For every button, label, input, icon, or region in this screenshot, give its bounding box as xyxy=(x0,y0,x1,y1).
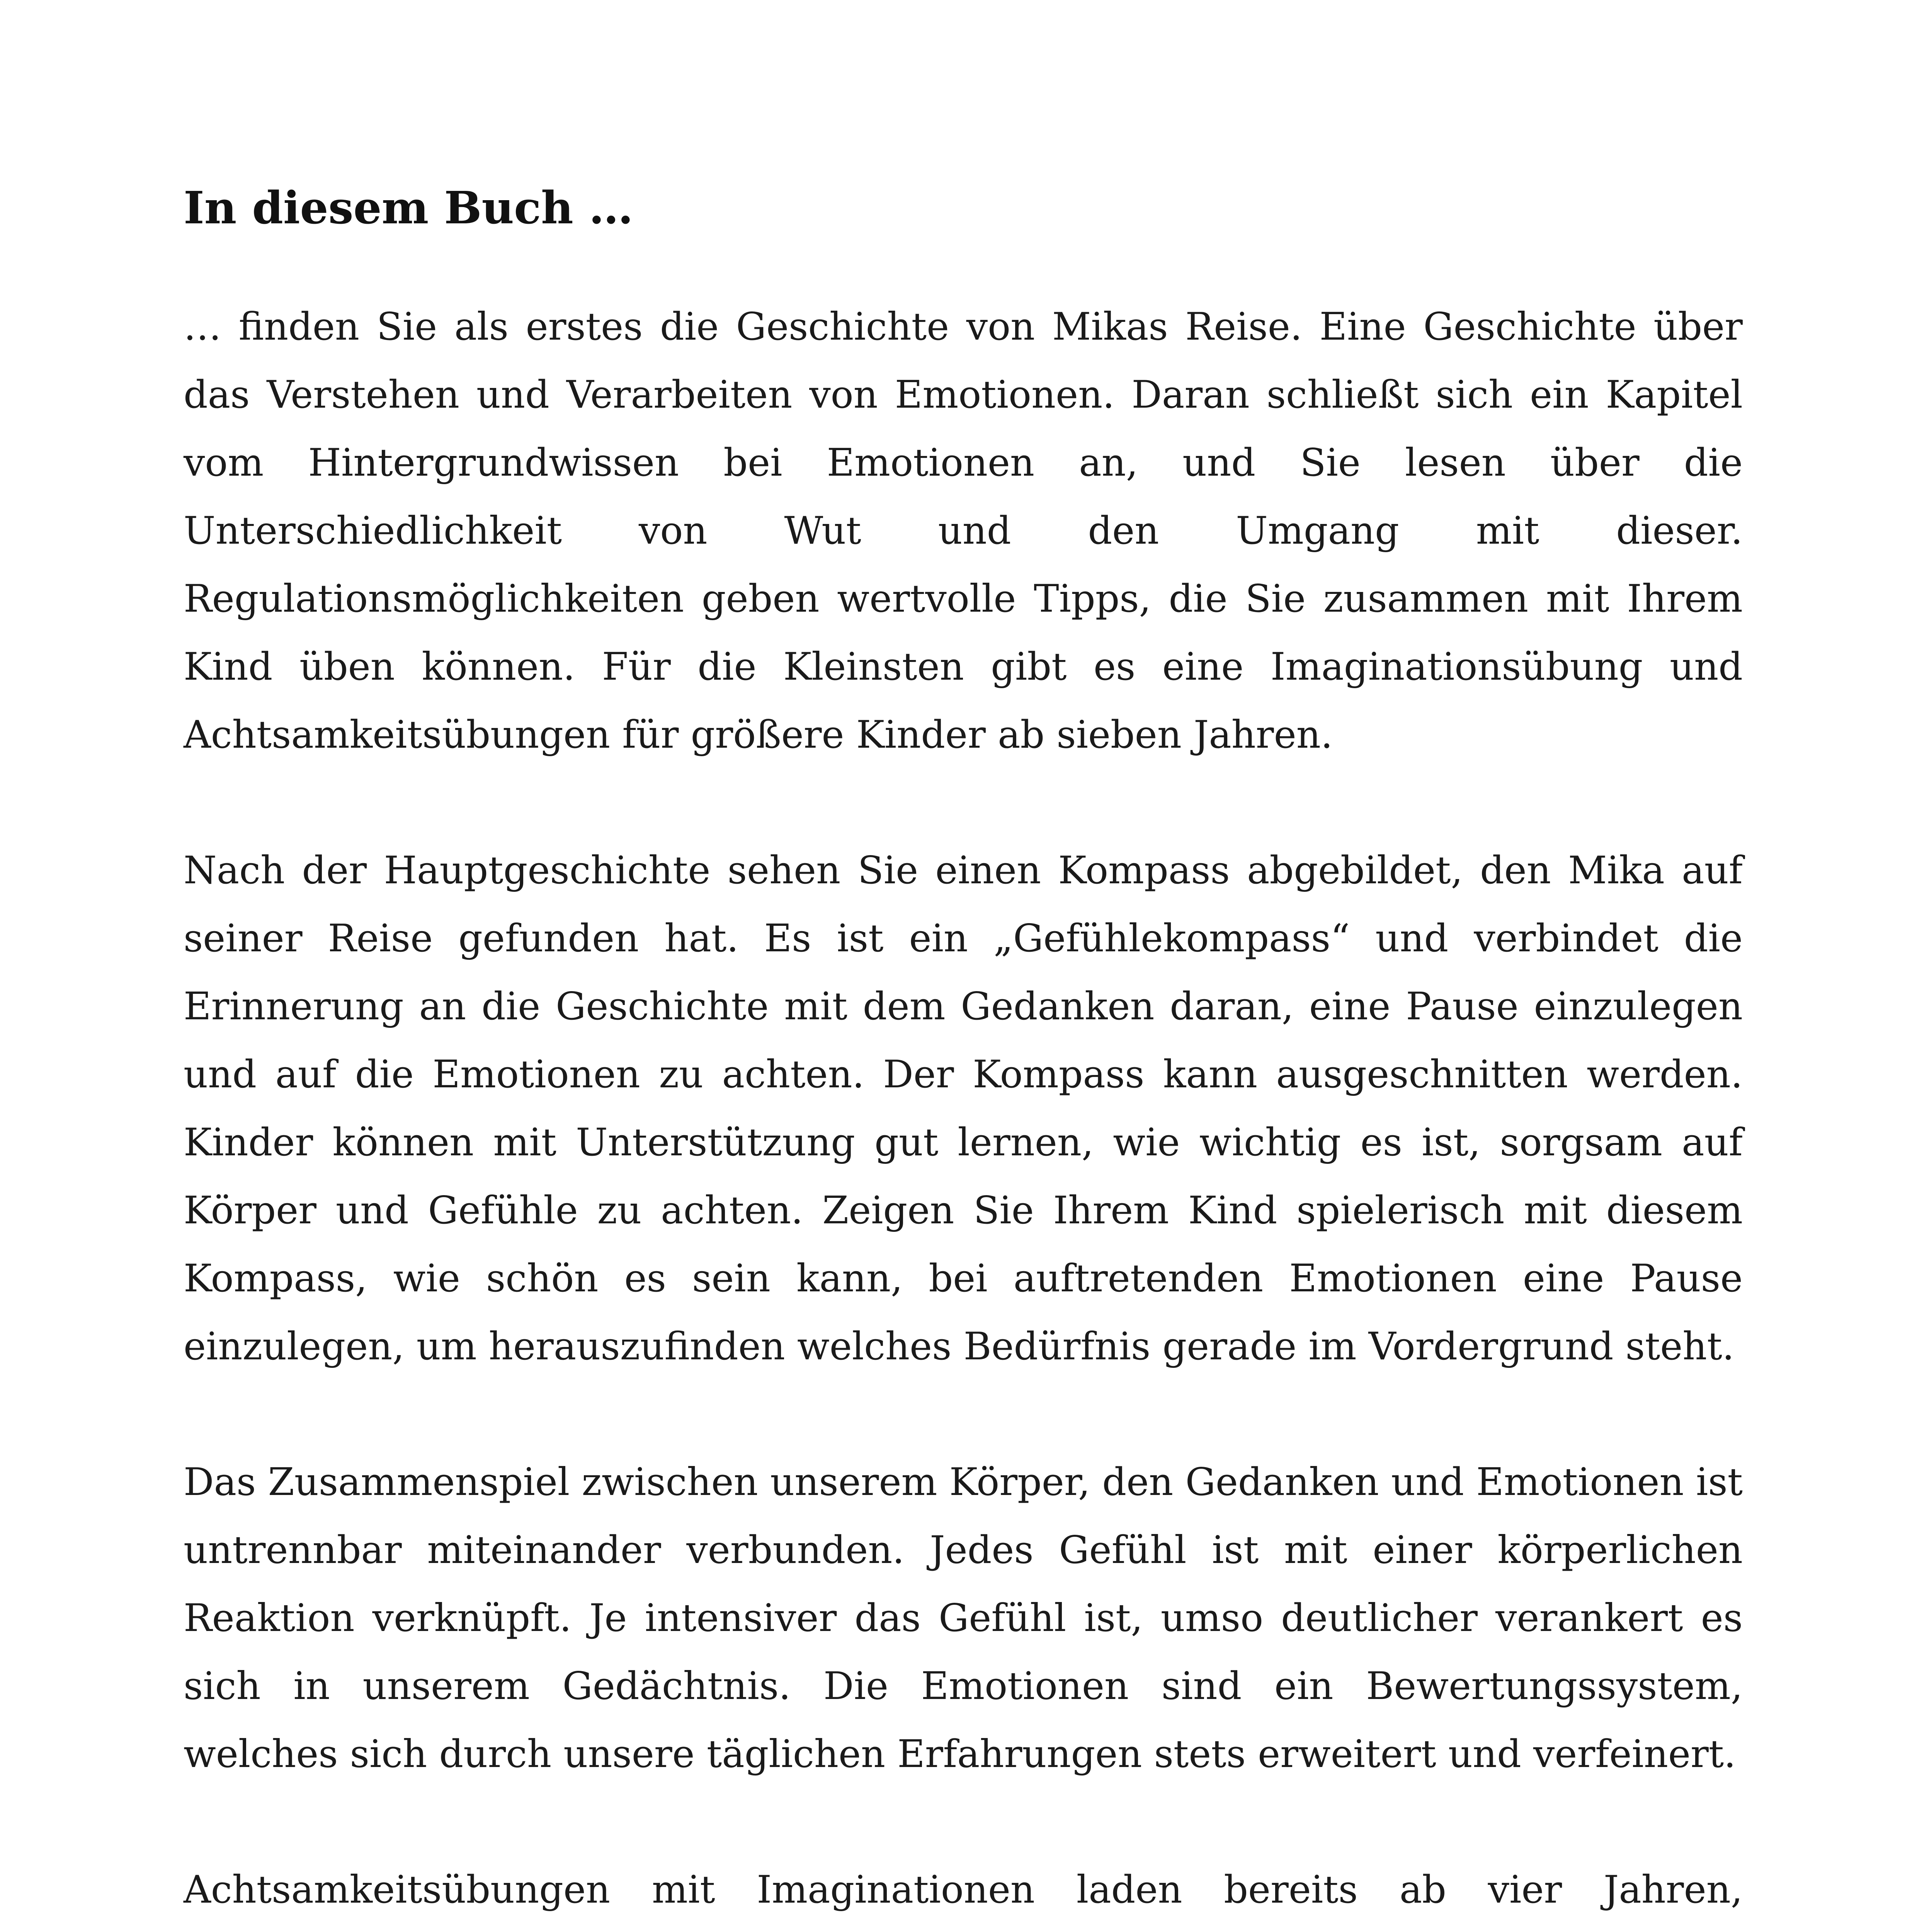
paragraph-body-emotions: Das Zusammenspiel zwischen unserem Körper, den Gedanken und Emotionen ist untrennbar miteinander verbunden. Jedes Gefühl ist mit einer körperlichen Reaktion verknüpft. Je intensiver das Gefühl ist, umso deutlicher verankert es sich in unserem Gedächtnis. Die Emotionen sind ein Bewertungssystem, welches sich durch unsere täglichen Erfahrungen stets erweitert und verfeinert. xyxy=(184,1460,1743,1776)
paragraph-compass: Nach der Hauptgeschichte sehen Sie einen Kompass abgebildet, den Mika auf seiner Reise gefunden hat. Es ist ein „Gefühlekompass“ und verbindet die Erinnerung an die Geschichte mit dem Gedanken daran, eine Pause einzulegen und auf die Emotionen zu achten. Der Kompass kann ausgeschnitten werden. Kinder können mit Unterstützung gut lernen, wie wichtig es ist, sorgsam auf Körper und Gefühle zu achten. Zeigen Sie Ihrem Kind spielerisch mit diesem Kompass, wie schön es sein kann, bei auftretenden Emotionen eine Pause einzulegen, um herauszufinden welches Bedürfnis gerade im Vordergrund steht. xyxy=(184,849,1743,1369)
page-heading: In diesem Buch … xyxy=(184,182,633,234)
page-content xyxy=(184,182,1743,1932)
paragraph-intro: … finden Sie als erstes die Geschichte von Mikas Reise. Eine Geschichte über das Verstehen und Verarbeiten von Emotionen. Daran schließt sich ein Kapitel vom Hintergrundwissen bei Emotionen an, und Sie lesen über die Unterschiedlichkeit von Wut und den Umgang mit dieser. Regulationsmöglichkeiten geben wertvolle Tipps, die Sie zusammen mit Ihrem Kind üben können. Für die Kleinsten gibt es eine Imaginationsübung und Achtsamkeitsübungen für größere Kinder ab sieben Jahren. xyxy=(184,305,1743,757)
paragraph-mindfulness: Achtsamkeitsübungen mit Imaginationen laden bereits ab vier Jahren, xyxy=(184,1868,1743,1912)
